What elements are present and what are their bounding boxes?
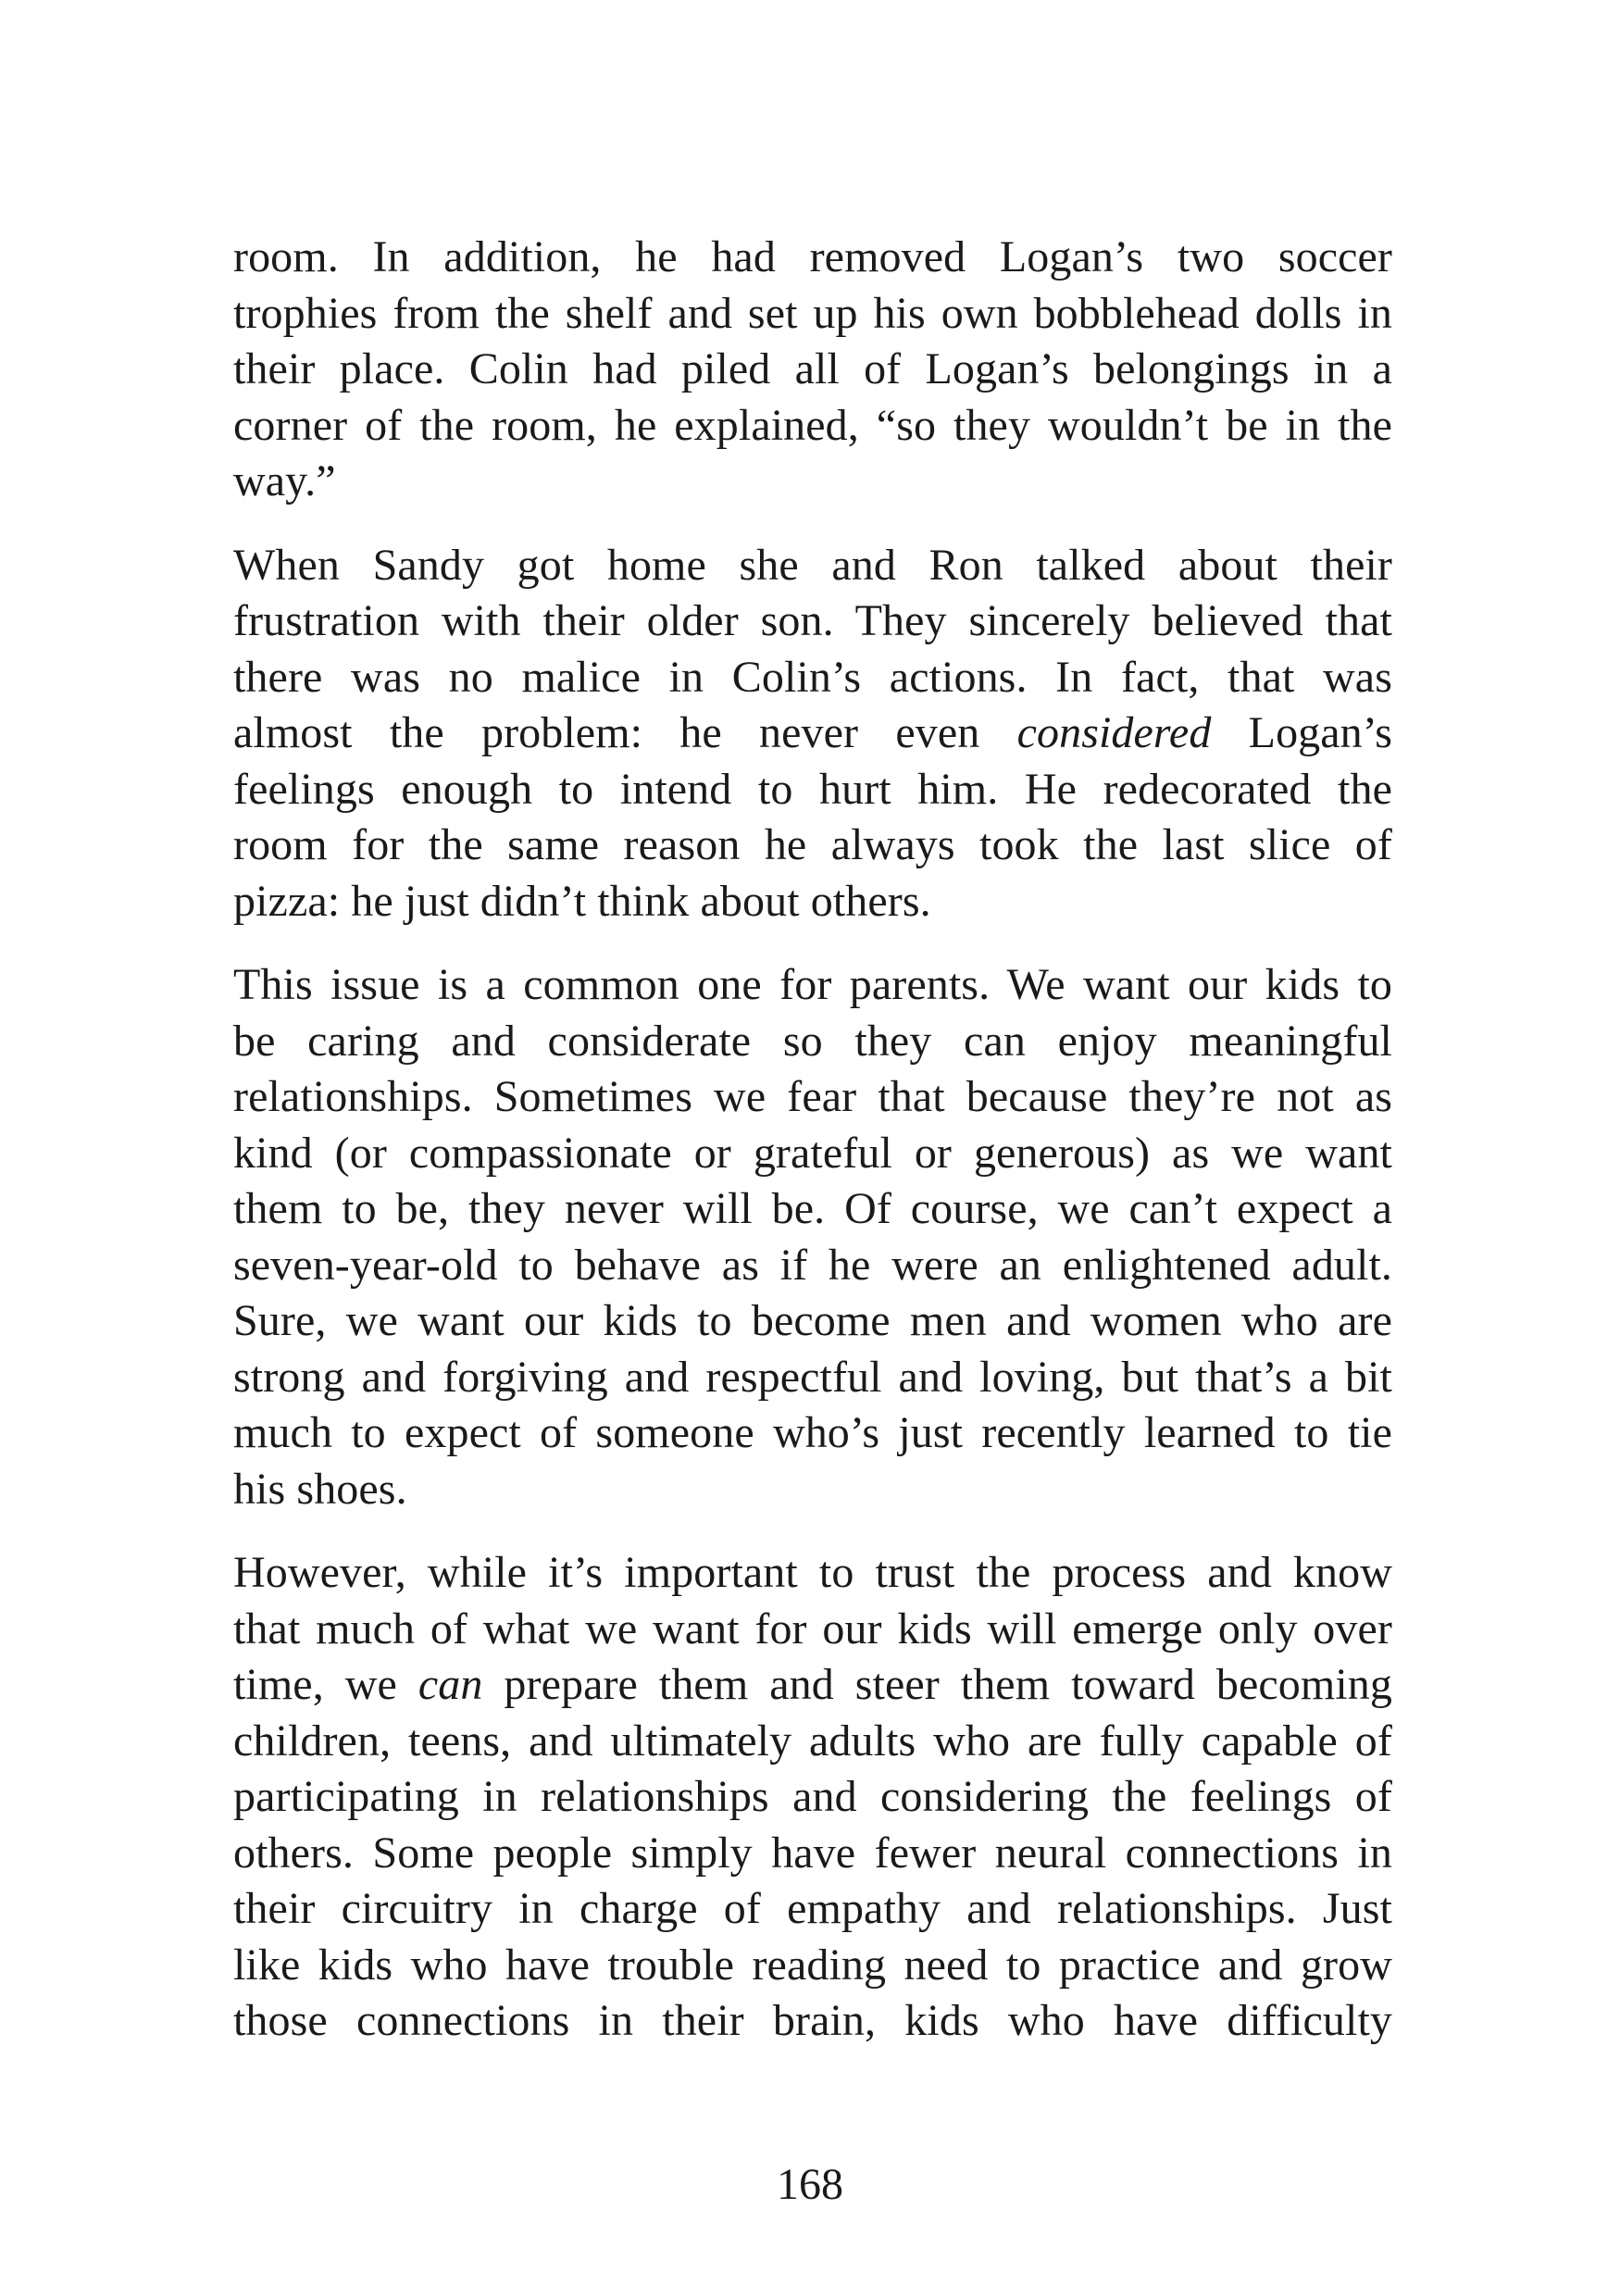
text-line: trophies from the shelf and set up his own bobblehead dolls in bbox=[233, 288, 1392, 338]
text-line: others. Some people simply have fewer neural connections in bbox=[233, 1828, 1392, 1878]
text-line: much to expect of someone who’s just recently learned to tie bbox=[233, 1408, 1392, 1457]
text-line: This issue is a common one for parents. We want our kids to bbox=[233, 960, 1392, 1009]
text-line: that much of what we want for our kids will emerge only over bbox=[233, 1603, 1392, 1653]
page-number: 168 bbox=[777, 2160, 843, 2209]
text-line: their place. Colin had piled all of Logan’s belongings in a bbox=[233, 344, 1392, 393]
text-line: relationships. Sometimes we fear that because they’re not as bbox=[233, 1072, 1392, 1121]
text-line: those connections in their brain, kids who have difficulty bbox=[233, 1996, 1392, 2045]
text-line: almost the problem: he never even considered Logan’s bbox=[233, 708, 1392, 757]
text-line: their circuitry in charge of empathy and relationships. Just bbox=[233, 1884, 1392, 1933]
text-line: However, while it’s important to trust the process and know bbox=[233, 1548, 1392, 1597]
body-text bbox=[233, 230, 1392, 2078]
paragraph-2 bbox=[233, 538, 1392, 930]
emphasis-considered: considered bbox=[1016, 708, 1212, 757]
text-line: children, teens, and ultimately adults who are fully capable of bbox=[233, 1716, 1392, 1766]
text-line: time, we can prepare them and steer them toward becoming bbox=[233, 1660, 1392, 1709]
text-line: When Sandy got home she and Ron talked about their bbox=[233, 540, 1392, 590]
text-line: frustration with their older son. They sincerely believed that bbox=[233, 596, 1392, 645]
text-line: like kids who have trouble reading need to practice and grow bbox=[233, 1940, 1392, 1990]
text-line: room for the same reason he always took the last slice of bbox=[233, 820, 1392, 869]
text-line: participating in relationships and considering the feelings of bbox=[233, 1772, 1392, 1821]
text-line: Sure, we want our kids to become men and women who are bbox=[233, 1296, 1392, 1345]
text-line: way.” bbox=[233, 456, 336, 505]
text-line: his shoes. bbox=[233, 1464, 407, 1514]
text-line: room. In addition, he had removed Logan’s two soccer bbox=[233, 232, 1392, 281]
text-line: be caring and considerate so they can enjoy meaningful bbox=[233, 1016, 1392, 1066]
text-line: there was no malice in Colin’s actions. In fact, that was bbox=[233, 652, 1392, 702]
paragraph-1 bbox=[233, 230, 1392, 510]
text-line: feelings enough to intend to hurt him. He redecorated the bbox=[233, 764, 1392, 814]
paragraph-4 bbox=[233, 1545, 1392, 2050]
text-line: them to be, they never will be. Of course, we can’t expect a bbox=[233, 1184, 1392, 1233]
text-line: seven-year-old to behave as if he were an enlightened adult. bbox=[233, 1240, 1392, 1290]
text-line: pizza: he just didn’t think about others. bbox=[233, 876, 931, 926]
emphasis-can: can bbox=[417, 1660, 483, 1709]
text-line: strong and forgiving and respectful and loving, but that’s a bit bbox=[233, 1352, 1392, 1402]
paragraph-3 bbox=[233, 957, 1392, 1517]
text-line: corner of the room, he explained, “so they wouldn’t be in the bbox=[233, 400, 1392, 450]
text-line: kind (or compassionate or grateful or generous) as we want bbox=[233, 1128, 1392, 1178]
